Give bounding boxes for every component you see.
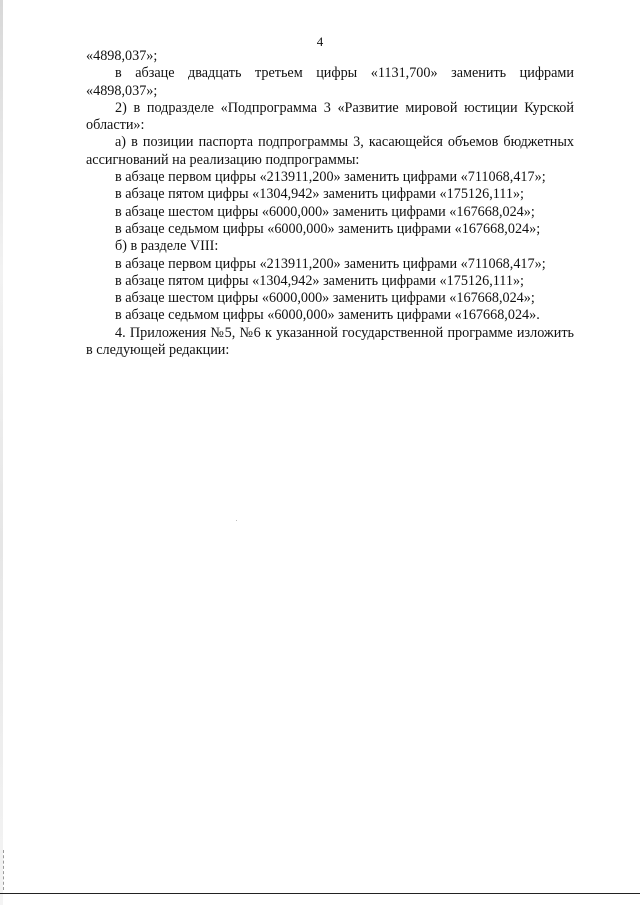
document-body	[86, 48, 574, 359]
paragraph-item: в абзаце седьмом цифры «6000,000» заменить цифрами «167668,024».	[115, 307, 540, 324]
paragraph-item: а) в позиции паспорта подпрограммы 3, касающейся объемов бюджетных ассигнований на реализацию подпрограммы:	[86, 134, 574, 168]
scan-speck	[236, 520, 237, 521]
paragraph-item: в абзаце двадцать третьем цифры «1131,700» заменить цифрами «4898,037»;	[86, 65, 574, 99]
paragraph-item: 4. Приложения №5, №6 к указанной государственной программе изложить в следующей редакции:	[86, 324, 574, 359]
paragraph-item: в абзаце шестом цифры «6000,000» заменить цифрами «167668,024»;	[115, 290, 535, 307]
paragraph-item: в абзаце шестом цифры «6000,000» заменить цифрами «167668,024»;	[115, 203, 535, 220]
scan-margin-marks	[3, 850, 5, 890]
page-number: 4	[316, 34, 324, 49]
bottom-border-line	[0, 893, 640, 894]
paragraph-item: в абзаце пятом цифры «1304,942» заменить цифрами «175126,111»;	[115, 186, 524, 203]
paragraph-continuation: «4898,037»;	[86, 48, 158, 64]
paragraph-item: в абзаце первом цифры «213911,200» заменить цифрами «711068,417»;	[115, 255, 546, 272]
paragraph-item: в абзаце седьмом цифры «6000,000» заменить цифрами «167668,024»;	[115, 220, 541, 237]
paragraph-item: в абзаце пятом цифры «1304,942» заменить цифрами «175126,111»;	[115, 272, 524, 289]
paragraph-item: в абзаце первом цифры «213911,200» заменить цифрами «711068,417»;	[115, 169, 546, 186]
scan-edge-shadow	[0, 0, 3, 905]
paragraph-item: 2) в подразделе «Подпрограмма 3 «Развитие мировой юстиции Курской области»:	[86, 99, 574, 134]
paragraph-item: б) в разделе VIII:	[115, 238, 219, 255]
